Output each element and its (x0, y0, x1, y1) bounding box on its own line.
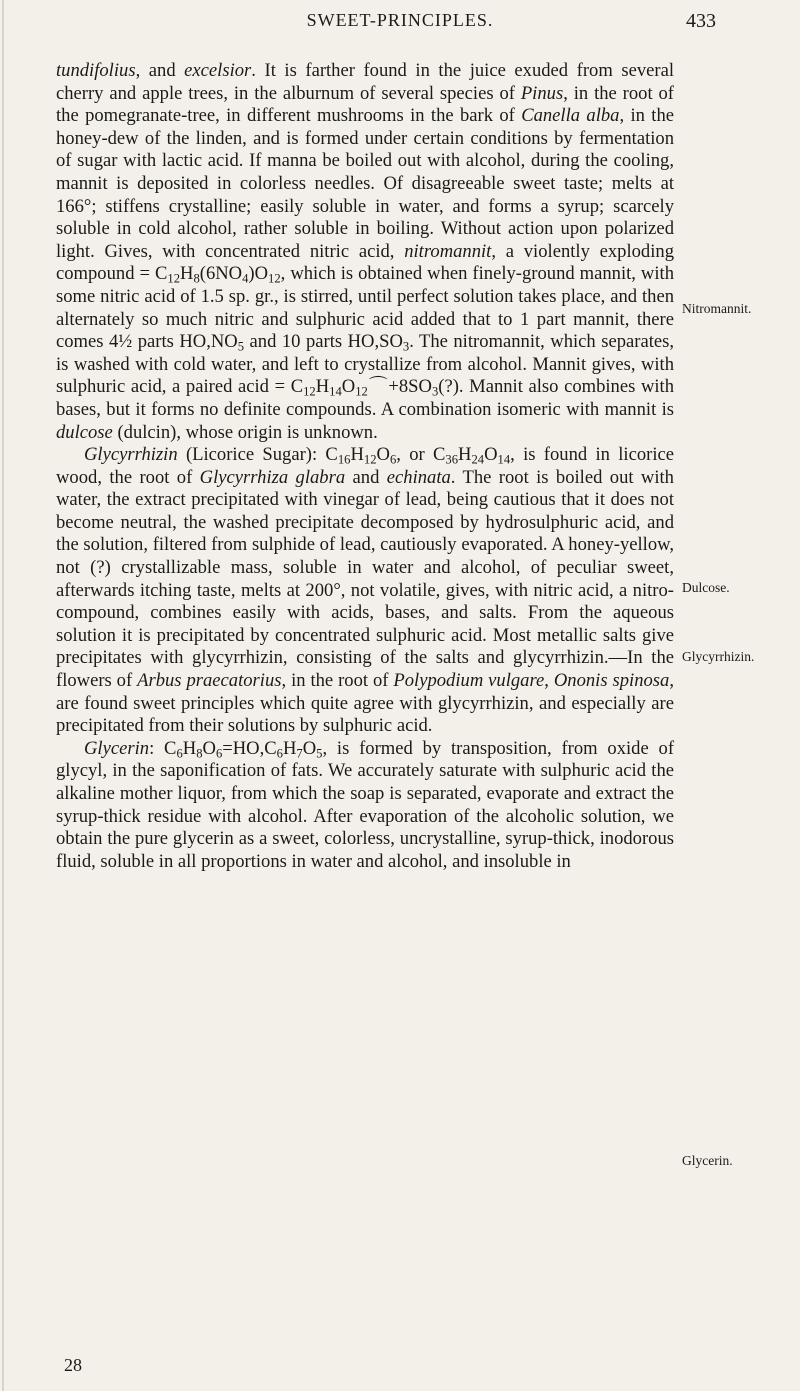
text-run: and (345, 466, 387, 488)
italic-term: Polypodium vulgare (393, 670, 545, 692)
formula-subscript: 6 (276, 746, 283, 761)
text-run: (Licorice Sugar): C (177, 444, 338, 466)
text-run: . The root is boiled out with water, the extract precipitated with vinegar of lead, being cautious that it does not become neutral, the washed precipitate decomposed by hydrosulphuric acid, and the solution, filtered from sulphide of lead, cautiously evaporated. A honey-yellow, not (?) crystallizable mass, soluble in water and alcohol, of peculiar sweet, afterwards itching taste, melts at 200°, not volatile, gives, with nitric acid, a nitro-compound, combines easily with acids, bases, and salts. From the aqueous solution it is precipitated by concentrated sulphuric acid. Most metallic salts give precipitates with glycyrrhizin, consisting of the salts and glycyrrhizin.—In the flowers of (56, 466, 674, 692)
text-run: , or C (396, 444, 446, 466)
body-text (56, 60, 674, 873)
formula-subscript: 3 (402, 339, 410, 354)
italic-term: tundifolius (56, 60, 136, 81)
italic-term: Glycerin (84, 737, 150, 759)
margin-note-nitromannit: Nitromannit. (682, 301, 752, 316)
formula-subscript: 8 (193, 271, 200, 286)
italic-term: Glycyrrhizin (84, 444, 178, 466)
formula-subscript: 12 (355, 384, 368, 399)
text-run: O (341, 376, 356, 398)
page-header (0, 10, 800, 40)
text-run: O (484, 444, 498, 466)
text-run: , a violently exploding compound = C (56, 240, 674, 285)
formula-subscript: 6 (389, 452, 397, 467)
text-run: (?). Mannit also combines with bases, but it forms no definite compounds. A combination isomeric with mannit is (56, 376, 675, 420)
text-run: O (202, 737, 216, 759)
text-run: H (350, 444, 364, 466)
text-run: O (302, 737, 317, 759)
text-run: (dulcin), whose origin is unknown. (112, 421, 378, 443)
italic-term: Ononis spinosa (553, 670, 670, 692)
formula-subscript: 6 (176, 746, 183, 761)
text-run: , in the root of the pomegranate-tree, in different mushrooms in the bark of (56, 82, 674, 127)
text-run: and 10 parts HO,SO (244, 331, 403, 353)
formula-subscript: 8 (196, 746, 203, 761)
italic-term: Glycyrrhiza glabra (199, 466, 346, 488)
paragraph-glycerin (56, 738, 674, 874)
italic-term: nitromannit (404, 240, 492, 262)
margin-note-glycyrrhizin: Glycyrrhizin. (682, 649, 755, 664)
paragraph-mannit (56, 60, 674, 444)
formula-subscript: 7 (296, 746, 303, 761)
text-run: , are found sweet principles which quite agree with glycyrrhizin, and especially are precipitated from their solutions by sulphuric acid. (56, 670, 674, 737)
italic-term: excelsior (184, 60, 252, 81)
signature-mark: 28 (64, 1355, 82, 1375)
text-run: O (376, 444, 390, 466)
text-run: , is formed by transposition, from oxide of glycyl, in the saponification of fats. We accurately saturate with sulphuric acid the alkaline mother liquor, from which the soap is separated, evaporate and extract the syrup-thick residue with alcohol. After evaporation of the alcoholic solution, we obtain the pure glycerin as a sweet, colorless, uncrystalline, syrup-thick, inodorous fluid, soluble in all proportions in water and alcohol, and insoluble in (56, 737, 675, 872)
formula-subscript: 16 (337, 452, 351, 467)
formula-subscript: 5 (316, 746, 323, 761)
text-run: ⌒+8SO (367, 376, 432, 398)
text-run: H (458, 444, 472, 466)
text-run: =HO,C (222, 737, 277, 759)
formula-subscript: 12 (268, 271, 281, 286)
formula-subscript: 12 (363, 452, 377, 467)
text-run: H (182, 737, 197, 759)
text-run: , and (135, 60, 185, 81)
margin-note-dulcose: Dulcose. (682, 580, 730, 595)
italic-term: echinata (386, 466, 451, 488)
text-run: . It is farther found in the juice exuded from several cherry and apple trees, in the alburnum of several species of (56, 60, 674, 104)
text-run: H (180, 263, 194, 285)
formula-subscript: 36 (445, 452, 459, 467)
text-run: . The nitromannit, which separates, is washed with cold water, and left to crystallize from alcohol. Mannit gives, with sulphuric acid, a paired acid = C (56, 331, 675, 398)
text-run: H (315, 376, 330, 398)
italic-term: Pinus (520, 82, 564, 104)
margin-note-glycerin: Glycerin. (682, 1153, 733, 1168)
formula-subscript: 14 (497, 452, 511, 467)
text-run: , in the root of (281, 670, 394, 692)
paragraph-glycyrrhizin (56, 444, 674, 738)
formula-subscript: 4 (242, 271, 249, 286)
text-run: )O (248, 263, 269, 285)
running-head: SWEET-PRINCIPLES. (306, 10, 494, 30)
formula-subscript: 24 (471, 452, 485, 467)
formula-subscript: 12 (303, 384, 316, 399)
text-run: , which is obtained when finely-ground mannit, with some nitric acid of 1.5 sp. gr., is stirred, until perfect solution takes place, and then alternately so much nitric and sulphuric acid added that to 1 part mannit, there comes 4½ parts HO,NO (56, 263, 674, 353)
italic-term: Arbus praecatorius (137, 670, 282, 692)
formula-subscript: 14 (329, 384, 342, 399)
text-run: H (282, 737, 297, 759)
text-run: (6NO (199, 263, 243, 285)
formula-subscript: 6 (215, 746, 223, 761)
text-run: , in the honey-dew of the linden, and is formed under certain conditions by fermentation of sugar with lactic acid. If manna be boiled out with alcohol, during the cooling, mannit is deposited in colorless needles. Of disagreeable sweet taste; melts at 166°; stiffens crystalline; easily soluble in water, and forms a syrup; scarcely soluble in cold alcohol, rather soluble in boiling. Without action upon polarized light. Gives, with concentrated nitric acid, (56, 105, 675, 262)
text-run: : C (149, 737, 177, 759)
text-run: , (544, 670, 554, 692)
page-number: 433 (686, 10, 716, 32)
italic-term: dulcose (56, 421, 113, 443)
formula-subscript: 5 (237, 339, 245, 354)
italic-term: Canella alba (521, 105, 620, 127)
page-edge-rule (2, 0, 4, 1391)
formula-subscript: 3 (431, 384, 439, 399)
formula-subscript: 12 (167, 271, 180, 286)
text-run: , is found in licorice wood, the root of (56, 444, 674, 488)
